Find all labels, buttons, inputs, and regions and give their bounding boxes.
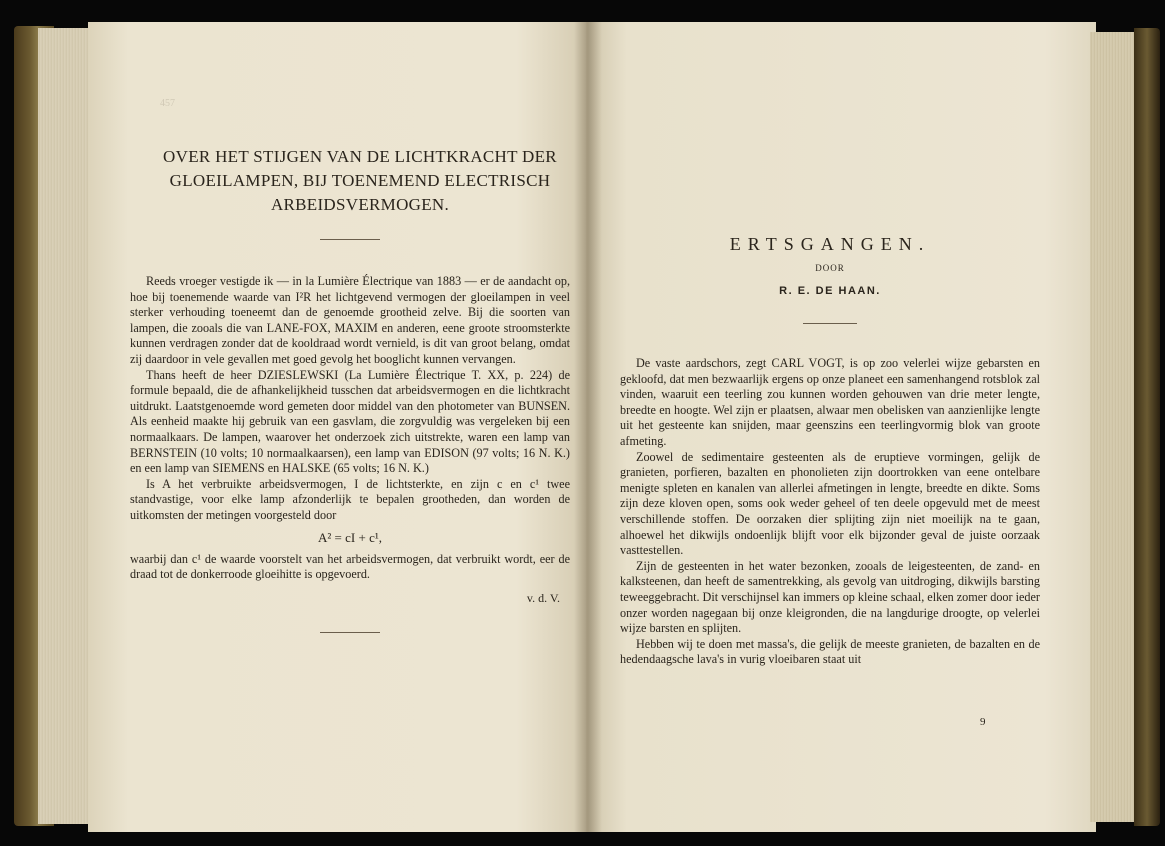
- book-gutter: [574, 22, 602, 832]
- title-rule: [320, 239, 380, 240]
- byline: DOOR: [815, 263, 845, 273]
- left-paragraph-2: Thans heeft de heer DZIESLEWSKI (La Lumière Électrique T. XX, p. 224) de formule bepaald, die de afhankelijkheid tusschen dat arbeidsvermogen en die lichtkracht uitdrukt. Laatstgenoemde word gemeten door middel van den photometer van BUNSEN. Als eenheid maakte hij gebruik van een gasvlam, die zorgvuldig was vergeleken bij een normaalkaars. De lampen, waarover het onderzoek zich uitstrekte, waren een lamp van BERNSTEIN (10 volts; 10 normaalkaarsen), een lamp van EDISON (97 volts; 16 N. K.) en een lamp van SIEMENS en HALSKE (65 volts; 16 N. K.): [130, 367, 570, 476]
- right-paragraph-3: Zijn de gesteenten in het water bezonken, zooals de leigesteenten, de zand- en kalksteenen, dan heeft de samentrekking, als gevolg van uitdroging, dikwijls barsting teweeggebracht. Dit verschijnsel kan immers op kleine schaal, elken zomer door ieder onzer worden nagegaan bij onze kleigronden, die na langdurige droogte, op velerlei wijze barsten en splijten.: [620, 558, 1040, 636]
- right-paragraph-2: Zoowel de sedimentaire gesteenten als de eruptieve vormingen, gelijk de granieten, porfieren, bazalten en phonolieten zijn doortrokken van eene ontelbare menigte spleten en kanalen van allerlei afmetingen in lengte, breedte en dikte. Soms zijn deze kloven open, soms ook weder geheel of ten deele opgevuld met de meest verschillende stoffen. De oorzaken dier splijting zijn niet moeilijk na te gaan, alhoewel het dikwijls ondoenlijk blijft voor elk bijzonder geval de juiste oorzaak vasttestellen.: [620, 449, 1040, 558]
- signature: v. d. V.: [526, 590, 560, 605]
- page-number: 9: [980, 716, 986, 728]
- author-rule: [803, 323, 857, 324]
- left-paragraph-3: Is A het verbruikte arbeidsvermogen, I de lichtsterkte, en zijn c en c¹ twee standvastige, voor elke lamp afzonderlijk te bepalen grootheden, dan worden de uitkomsten der metingen voorgesteld door: [130, 476, 570, 522]
- left-page-content: [130, 145, 570, 633]
- end-rule: [320, 632, 380, 633]
- right-paragraph-1: De vaste aardschors, zegt CARL VOGT, is op zoo velerlei wijze gebarsten en gekloofd, dat men bezwaarlijk ergens op onze planeet een samenhangend rotsblok zal vinden, waaruit een teerling zou kunnen worden gehouwen van drie meter lengte, breedte en hoogte. Wel zijn er plaatsen, alwaar men obelisken van aanzienlijke lengte uit het gesteente kan snijden, maar geenszins een teerlingvormig blok van groote afmeting.: [620, 356, 1040, 448]
- left-paragraph-1: Reeds vroeger vestigde ik — in la Lumière Électrique van 1883 — er de aandacht op, hoe bij toenemende waarde van I²R het lichtgevend vermogen der gloeilampen in veel sterker verhouding toeneemt dan de genoemde grootheid zelve. Bij die soorten van lampen, die zooals die van LANE-FOX, MAXIM en anderen, eene groote stroomsterkte kunnen verdragen zonder dat de kooldraad wordt vernield, is dit van groot belang, omdat zij daardoor in vele gevallen met goed gevolg het booglicht kunnen vervangen.: [130, 274, 570, 366]
- bleed-through-header: 457: [160, 98, 175, 109]
- article-title-left: OVER HET STIJGEN VAN DE LICHTKRACHT DER GLOEILAMPEN, BIJ TOENEMEND ELECTRISCH ARBEIDSVERMOGEN.: [163, 147, 557, 214]
- article-title-right: ERTSGANGEN.: [729, 234, 931, 254]
- right-paragraph-4: Hebben wij te doen met massa's, die gelijk de meeste granieten, de bazalten en de hedendaagsche lava's in vurig vloeibaren staat uit: [620, 636, 1040, 667]
- right-page-content: [620, 234, 1040, 668]
- author-name: R. E. DE HAAN.: [779, 285, 881, 297]
- formula: A² = cI + c¹,: [318, 529, 382, 545]
- page-edges-right: [1090, 32, 1140, 822]
- page-edges-left: [38, 28, 94, 824]
- left-paragraph-4: waarbij dan c¹ de waarde voorstelt van het arbeidsvermogen, dat verbruikt wordt, eer de draad tot de donkerroode gloeihitte is opgevoerd.: [130, 551, 570, 582]
- book-cover-right: [1134, 28, 1160, 826]
